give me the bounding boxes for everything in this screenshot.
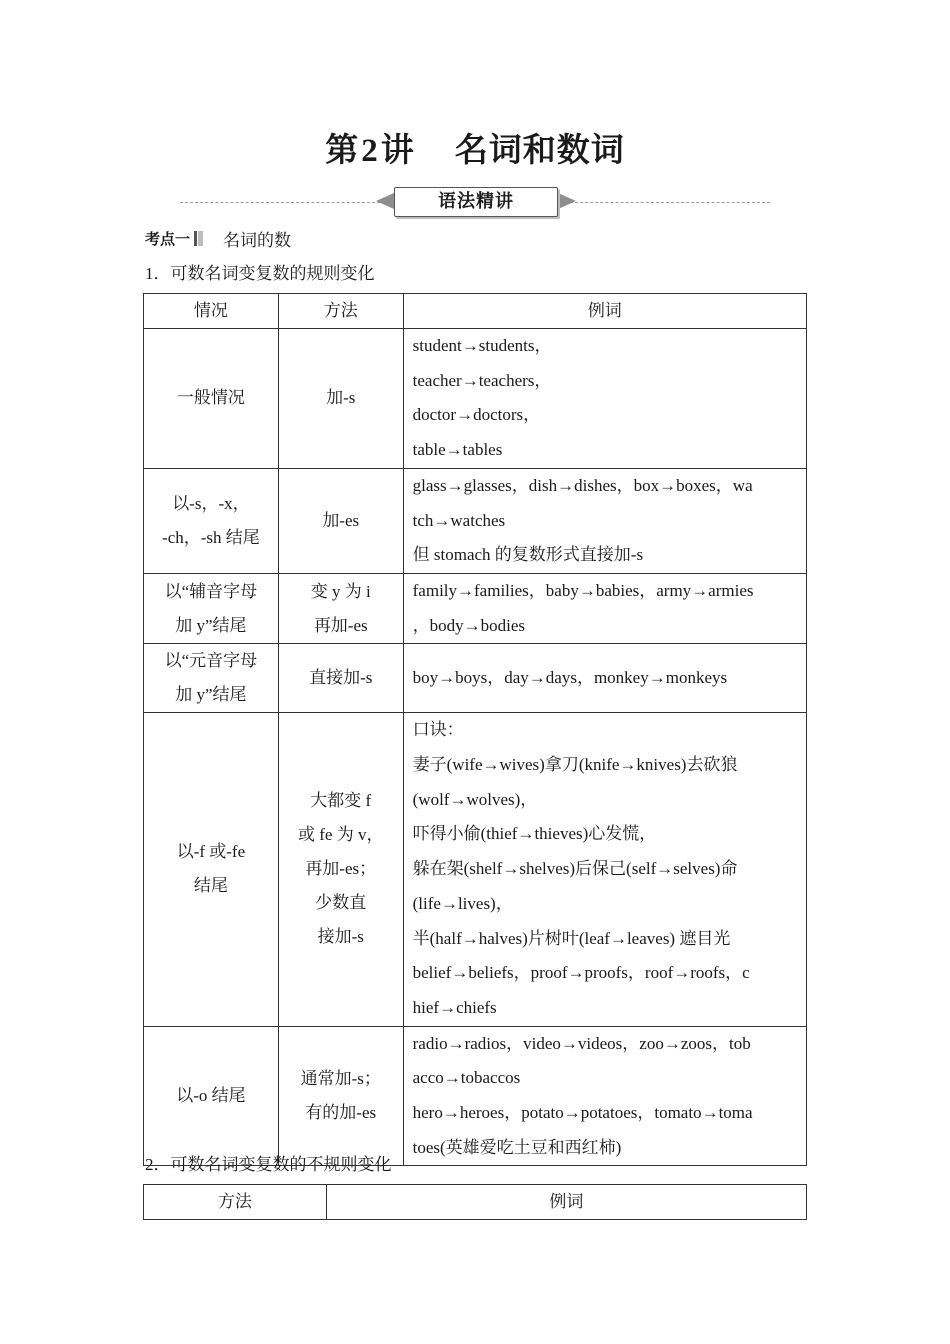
method-cell: 加-s: [278, 329, 403, 469]
situation-cell: 以-o 结尾: [144, 1026, 279, 1166]
method-cell: 通常加-s； 有的加-es: [278, 1026, 403, 1166]
table-row: [144, 644, 807, 713]
section-banner: [180, 185, 770, 219]
examples-cell: glass→glasses，dish→dishes，box→boxes，wa tch→watches 但 stomach 的复数形式直接加-s: [403, 468, 806, 573]
section-2-heading: 2．可数名词变复数的不规则变化: [145, 1155, 392, 1175]
method-cell: 变 y 为 i 再加-es: [278, 573, 403, 643]
header-examples: 例词: [403, 294, 806, 329]
examples-cell: boy→boys，day→days，monkey→monkeys: [403, 644, 806, 713]
section-1-heading: 1．可数名词变复数的规则变化: [145, 264, 375, 284]
kaodian-name: 名词的数: [223, 230, 292, 250]
kaodian-bar-icon: [194, 231, 197, 246]
banner-label: 语法精讲: [394, 187, 558, 217]
method-cell: 直接加-s: [278, 644, 403, 713]
table-row: [144, 329, 807, 469]
table-row: [144, 468, 807, 573]
banner-rule-left: [180, 202, 380, 203]
situation-cell: 以“辅音字母 加 y”结尾: [144, 573, 279, 643]
table-row: [144, 713, 807, 1026]
kaodian-shadow-icon: [198, 231, 203, 246]
page-title: 第2讲 名词和数词: [325, 133, 625, 169]
header-method: 方法: [144, 1185, 327, 1220]
situation-cell: 以-s，-x， -ch，-sh 结尾: [144, 468, 279, 573]
method-cell: 大都变 f 或 fe 为 v， 再加-es； 少数直 接加-s: [278, 713, 403, 1026]
header-method: 方法: [278, 294, 403, 329]
banner-rule-right: [570, 202, 770, 203]
examples-cell: student→students， teacher→teachers， doctor→doctors， table→tables: [403, 329, 806, 469]
header-situation: 情况: [144, 294, 279, 329]
table-row: [144, 573, 807, 643]
examples-cell: radio→radios，video→videos，zoo→zoos，tob acco→tobaccos hero→heroes，potato→potatoes，tomato→toma toes(英雄爱吃土豆和西红柿): [403, 1026, 806, 1166]
table-row: [144, 1026, 807, 1166]
irregular-plural-table: [143, 1184, 807, 1220]
method-cell: 加-es: [278, 468, 403, 573]
banner-left-arrow-icon: [376, 193, 394, 209]
examples-cell: 口诀： 妻子(wife→wives)拿刀(knife→knives)去砍狼 (wolf→wolves)， 吓得小偷(thief→thieves)心发慌， 躲在架(shelf→shelves)后保己(self→selves)命 (life→lives)， 半(half→halves)片树叶(leaf→leaves) 遮目光 belief→beliefs，proof→proofs，roof→roofs，c hief→chiefs: [403, 713, 806, 1026]
kaodian-tag: 考点一: [145, 229, 191, 248]
regular-plural-table: [143, 293, 807, 1166]
examples-cell: family→families，baby→babies，army→armies ，body→bodies: [403, 573, 806, 643]
situation-cell: 以“元音字母 加 y”结尾: [144, 644, 279, 713]
header-examples: 例词: [326, 1185, 806, 1220]
situation-cell: 一般情况: [144, 329, 279, 469]
banner-right-arrow-icon: [558, 193, 576, 209]
kaodian-heading: [145, 226, 291, 250]
situation-cell: 以-f 或-fe 结尾: [144, 713, 279, 1026]
